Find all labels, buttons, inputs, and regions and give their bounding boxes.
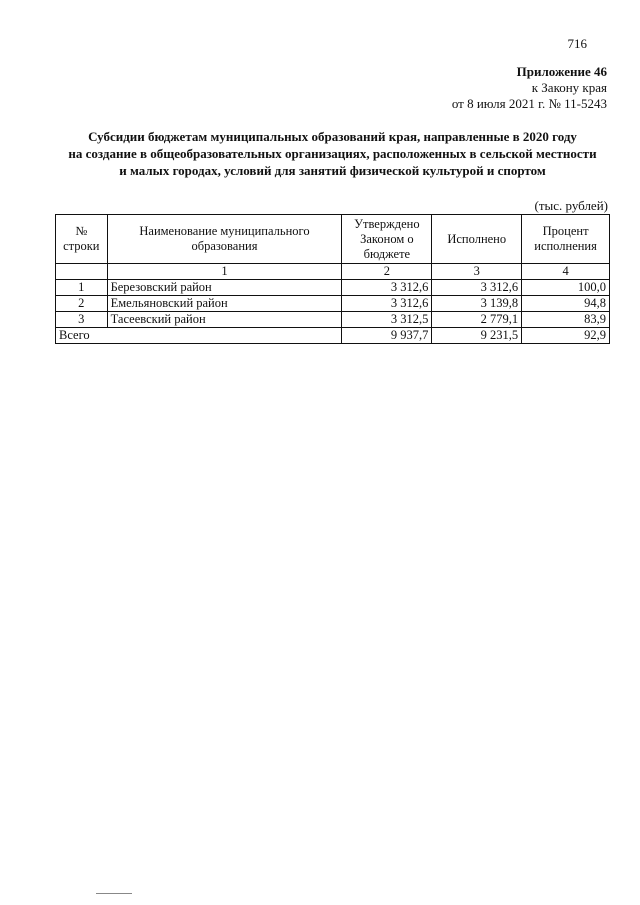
- approved-value: 3 312,5: [342, 312, 432, 328]
- title-line: Субсидии бюджетам муниципальных образований края, направленные в 2020 году: [88, 129, 577, 144]
- total-percent: 92,9: [522, 328, 610, 344]
- total-row: [56, 328, 610, 344]
- appendix-law-ref: к Закону края: [531, 80, 607, 95]
- executed-value: 3 312,6: [432, 280, 522, 296]
- footer-mark: [96, 893, 132, 894]
- executed-value: 3 139,8: [432, 296, 522, 312]
- empty-cell: [56, 264, 108, 280]
- header-municipality: Наименование муниципального образования: [107, 215, 342, 264]
- municipality-name: Березовский район: [107, 280, 342, 296]
- appendix-date: от 8 июля 2021 г. № 11-5243: [451, 96, 607, 111]
- total-approved: 9 937,7: [342, 328, 432, 344]
- municipality-name: Тасеевский район: [107, 312, 342, 328]
- column-number: 1: [107, 264, 342, 280]
- table-row: [56, 296, 610, 312]
- document-title: [55, 128, 610, 179]
- appendix-title: Приложение 46: [516, 64, 607, 79]
- header-percent: Процент исполнения: [522, 215, 610, 264]
- header-row-number: № строки: [56, 215, 108, 264]
- table-row: [56, 280, 610, 296]
- column-number: 4: [522, 264, 610, 280]
- page-number: 716: [567, 36, 587, 51]
- header-executed: Исполнено: [432, 215, 522, 264]
- header-approved: Утверждено Законом о бюджете: [342, 215, 432, 264]
- column-number: 3: [432, 264, 522, 280]
- subsidy-table: [55, 214, 610, 344]
- total-label: Всего: [56, 328, 342, 344]
- approved-value: 3 312,6: [342, 280, 432, 296]
- column-number: 2: [342, 264, 432, 280]
- table-header-row: [56, 215, 610, 264]
- row-number: 2: [56, 296, 108, 312]
- table-row: [56, 312, 610, 328]
- units-label: (тыс. рублей): [534, 198, 608, 213]
- executed-value: 2 779,1: [432, 312, 522, 328]
- percent-value: 94,8: [522, 296, 610, 312]
- total-executed: 9 231,5: [432, 328, 522, 344]
- title-line: на создание в общеобразовательных организациях, расположенных в сельской местности: [68, 146, 597, 161]
- title-line: и малых городах, условий для занятий физической культурой и спортом: [119, 163, 546, 178]
- percent-value: 100,0: [522, 280, 610, 296]
- appendix-block: [452, 64, 607, 112]
- municipality-name: Емельяновский район: [107, 296, 342, 312]
- row-number: 1: [56, 280, 108, 296]
- column-numbers-row: [56, 264, 610, 280]
- row-number: 3: [56, 312, 108, 328]
- percent-value: 83,9: [522, 312, 610, 328]
- approved-value: 3 312,6: [342, 296, 432, 312]
